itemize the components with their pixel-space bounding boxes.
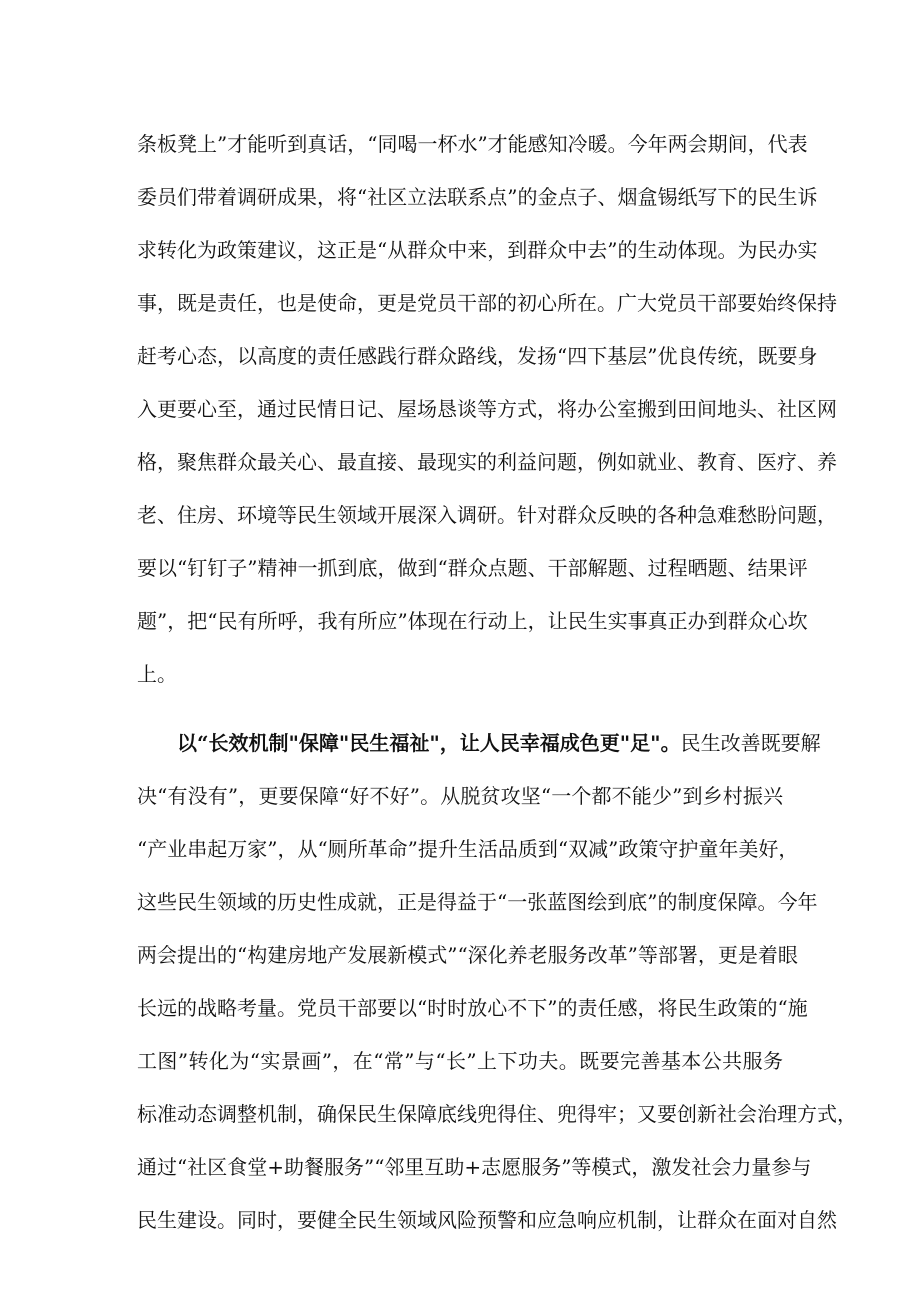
text-line: 委员们带着调研成果，将“社区立法联系点”的金点子、烟盒锡纸写下的民生诉 <box>137 185 818 209</box>
text-line: 决“有没有”，更要保障“好不好”。从脱贫攻坚“一个都不能少”到乡村振兴 <box>137 784 783 808</box>
text-line: “产业串起万家”，从“厕所革命”提升生活品质到“双减”政策守护童年美好， <box>137 837 799 861</box>
text-line: 这些民生领域的历史性成就，正是得益于“一张蓝图绘到底”的制度保障。今年 <box>137 890 818 914</box>
text-line: 工图”转化为“实景画”，在“常”与“长”上下功夫。既要完善基本公共服务 <box>137 1049 783 1073</box>
text-line: 要以“钉钉子”精神一抓到底，做到“群众点题、干部解题、过程晒题、结果评 <box>137 556 808 580</box>
text-line: 两会提出的“构建房地产发展新模式”“深化养老服务改革”等部署，更是着眼 <box>137 943 798 967</box>
paragraph-text: 民生改善既要解 <box>680 731 821 755</box>
text-line: 通过“社区食堂+助餐服务”“邻里互助+志愿服务”等模式，激发社会力量参与 <box>137 1155 812 1179</box>
text-line: 事，既是责任，也是使命，更是党员干部的初心所在。广大党员干部要始终保持 <box>137 291 837 315</box>
text-line: 入更要心至，通过民情日记、屋场恳谈等方式，将办公室搬到田间地头、社区网 <box>137 397 837 421</box>
text-line: 上。 <box>137 662 177 686</box>
text-line: 格，聚焦群众最关心、最直接、最现实的利益问题，例如就业、教育、医疗、养 <box>137 450 837 474</box>
text-line: 民生建设。同时，要健全民生领域风险预警和应急响应机制，让群众在面对自然 <box>137 1208 837 1232</box>
text-line-first <box>177 729 821 757</box>
text-line: 题”，把“民有所呼，我有所应”体现在行动上，让民生实事真正办到群众心坎 <box>137 609 808 633</box>
text-line: 求转化为政策建议，这正是“从群众中来，到群众中去”的生动体现。为民办实 <box>137 238 818 262</box>
text-line: 赶考心态，以高度的责任感践行群众路线，发扬“四下基层”优良传统，既要身 <box>137 344 818 368</box>
paragraph-heading: 以“长效机制"保障"民生福祉"，让人民幸福成色更"足"。 <box>177 731 681 755</box>
text-line: 老、住房、环境等民生领域开展深入调研。针对群众反映的各种急难愁盼问题， <box>137 503 837 527</box>
text-line: 长远的战略考量。党员干部要以“时时放心不下”的责任感，将民生政策的“施 <box>137 996 808 1020</box>
text-line: 标准动态调整机制，确保民生保障底线兜得住、兜得牢；又要创新社会治理方式， <box>137 1102 857 1126</box>
text-line: 条板凳上”才能听到真话，“同喝一杯水”才能感知冷暖。今年两会期间，代表 <box>137 132 808 156</box>
